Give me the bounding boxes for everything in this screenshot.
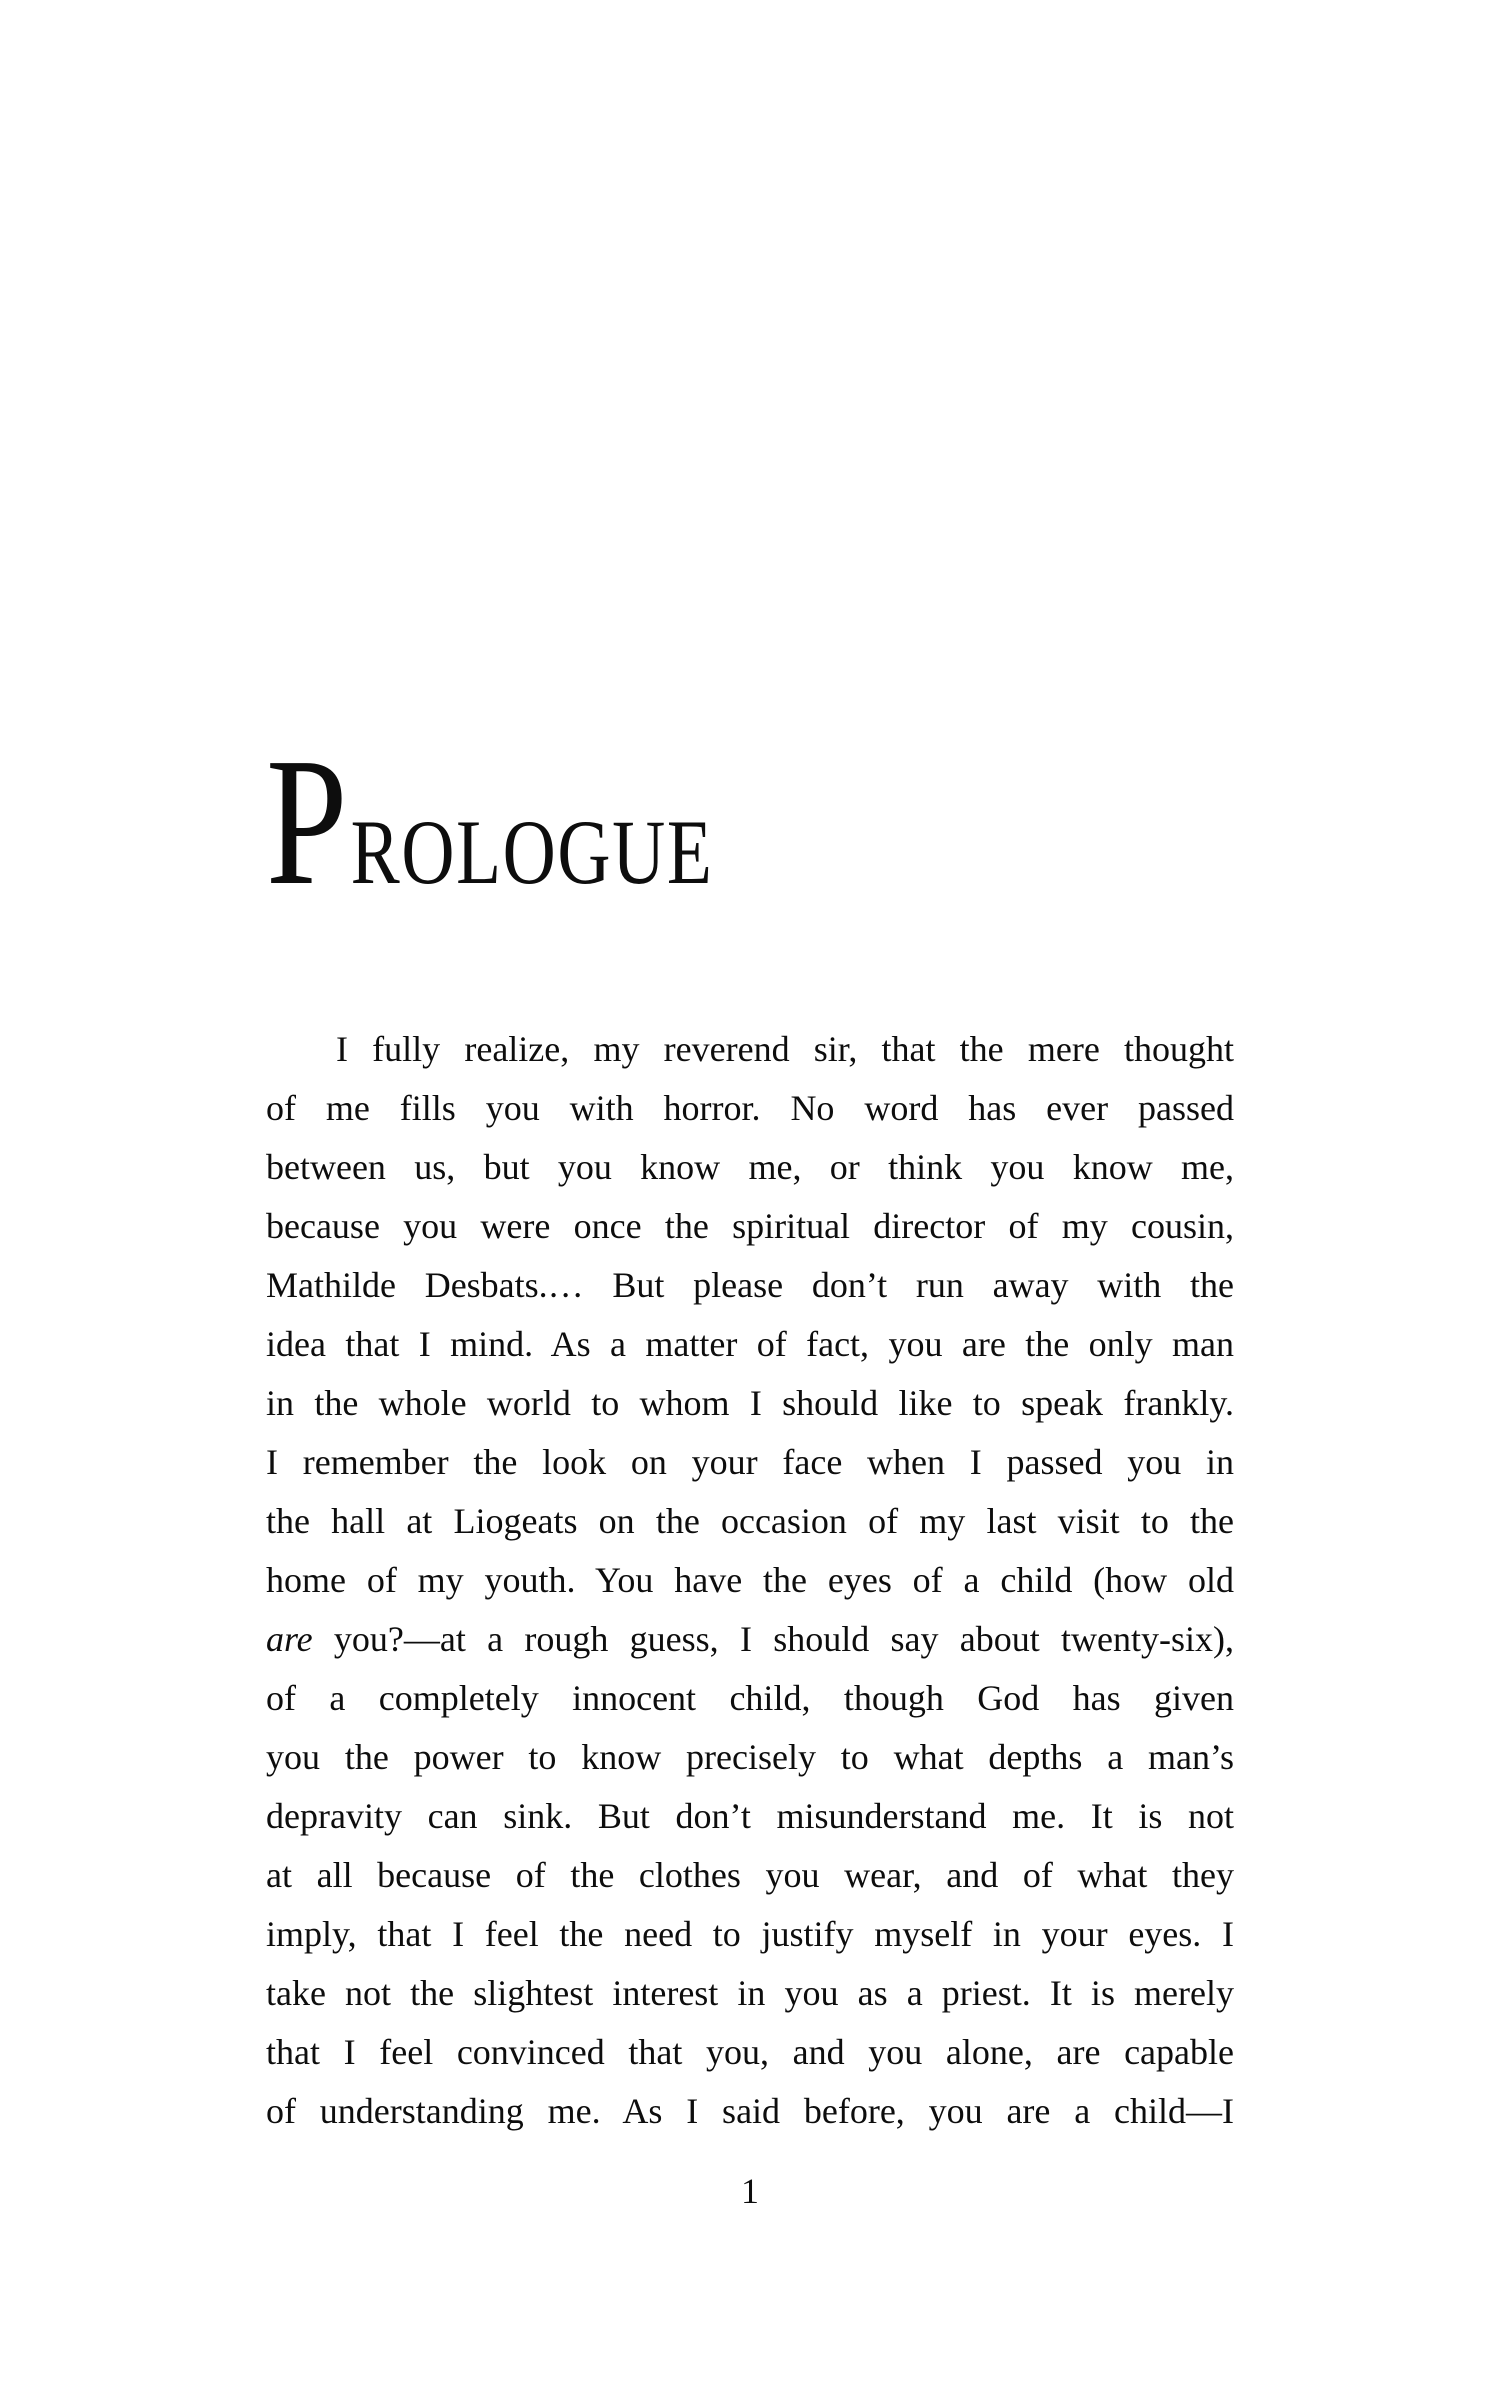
body-line: [266, 1197, 1234, 1256]
chapter-title: [266, 720, 714, 923]
text-segment: of a completely innocent child, though God has given: [266, 1678, 1234, 1718]
text-segment: home of my youth. You have the eyes of a child (how old: [266, 1560, 1234, 1600]
body-line: [266, 1433, 1234, 1492]
text-segment: that I feel convinced that you, and you alone, are capable: [266, 2032, 1234, 2072]
body-line: [266, 1374, 1234, 1433]
body-line: [266, 1492, 1234, 1551]
text-segment: imply, that I feel the need to justify myself in your eyes. I: [266, 1914, 1234, 1954]
text-segment: the hall at Liogeats on the occasion of my last visit to the: [266, 1501, 1234, 1541]
text-segment: of understanding me. As I said before, you are a child—I: [266, 2091, 1234, 2131]
body-line: [266, 1846, 1234, 1905]
page-number: 1: [741, 2171, 759, 2211]
text-segment: you the power to know precisely to what depths a man’s: [266, 1737, 1234, 1777]
text-segment: in the whole world to whom I should like to speak frankly.: [266, 1383, 1234, 1423]
text-segment: between us, but you know me, or think you know me,: [266, 1147, 1234, 1187]
body-line: [266, 1905, 1234, 1964]
text-segment: because you were once the spiritual director of my cousin,: [266, 1206, 1234, 1246]
body-line: [266, 1256, 1234, 1315]
body-line: [266, 1964, 1234, 2023]
italic-text-segment: are: [266, 1619, 313, 1659]
body-line: [266, 2023, 1234, 2082]
chapter-title-drop-cap: P: [266, 720, 348, 923]
body-line: [266, 1669, 1234, 1728]
text-segment: at all because of the clothes you wear, and of what they: [266, 1855, 1234, 1895]
body-line: [266, 1138, 1234, 1197]
body-line: [266, 1020, 1234, 1079]
body-text: [266, 1020, 1234, 2141]
text-segment: I remember the look on your face when I passed you in: [266, 1442, 1234, 1482]
body-line: [266, 1315, 1234, 1374]
text-segment: you?—at a rough guess, I should say about twenty-six),: [312, 1619, 1234, 1659]
text-segment: of me fills you with horror. No word has ever passed: [266, 1088, 1234, 1128]
body-line: [266, 1728, 1234, 1787]
body-line: [266, 1079, 1234, 1138]
text-segment: I fully realize, my reverend sir, that the mere thought: [336, 1029, 1234, 1069]
body-line: [266, 2082, 1234, 2141]
chapter-title-rest: ROLOGUE: [350, 801, 714, 903]
body-line: [266, 1787, 1234, 1846]
text-segment: depravity can sink. But don’t misunderstand me. It is not: [266, 1796, 1234, 1836]
body-line: [266, 1610, 1234, 1669]
text-segment: Mathilde Desbats.… But please don’t run away with the: [266, 1265, 1234, 1305]
text-segment: take not the slightest interest in you as a priest. It is merely: [266, 1973, 1234, 2013]
body-line: [266, 1551, 1234, 1610]
text-segment: idea that I mind. As a matter of fact, you are the only man: [266, 1324, 1234, 1364]
